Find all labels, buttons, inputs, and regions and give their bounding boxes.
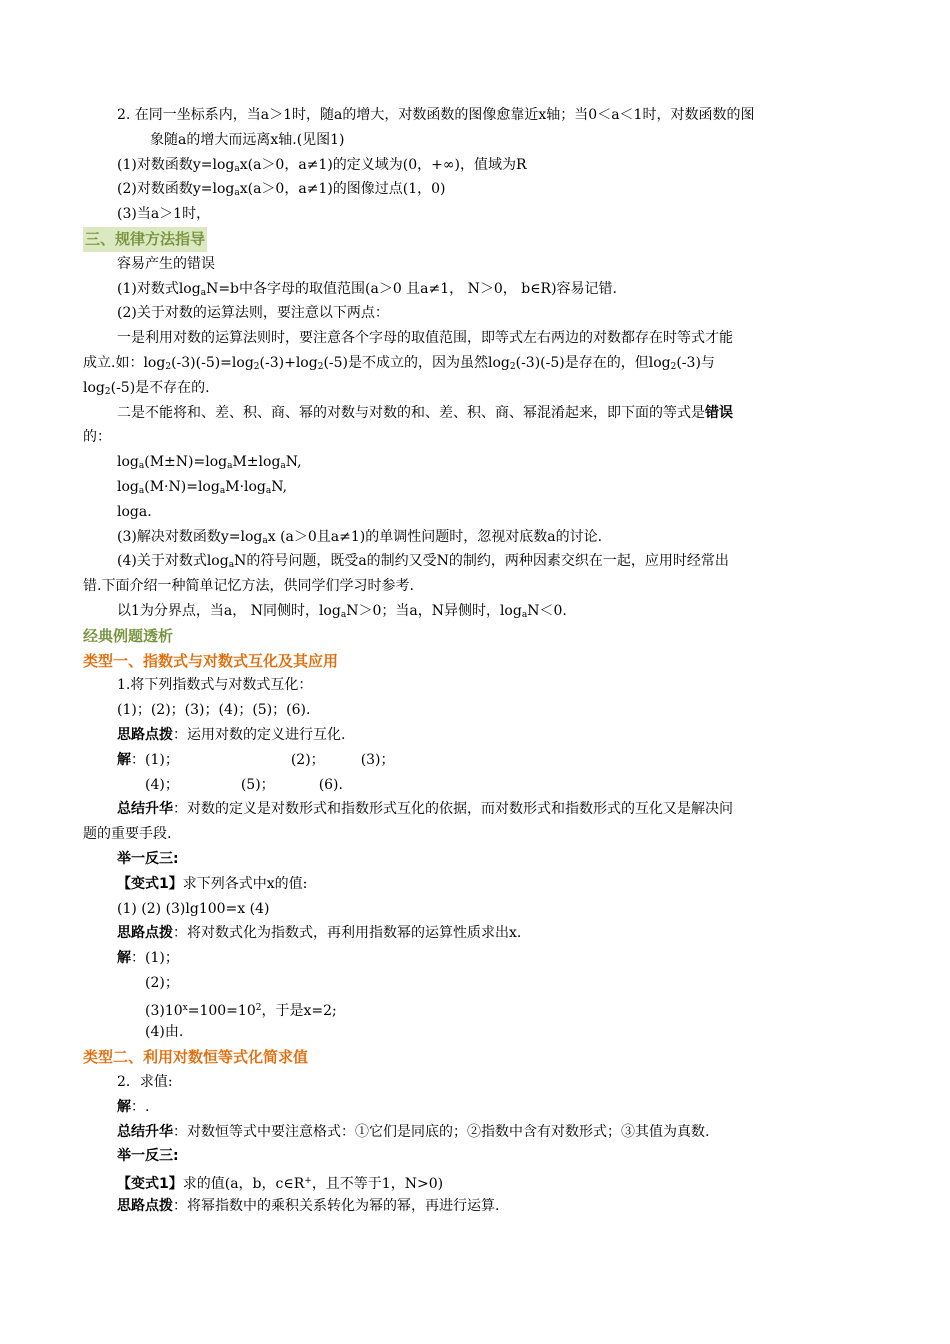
text-span: a [280, 461, 286, 472]
solution [83, 1020, 868, 1045]
text-span: =100=10 [187, 1002, 256, 1019]
text-span: ：. [131, 1098, 150, 1115]
text-span: (-3)+log [259, 354, 318, 371]
hint [83, 723, 868, 748]
text-span: (3)； [360, 751, 395, 768]
text-span: M·log [225, 478, 266, 495]
text-span: 象随a的增大而远离x轴.(见图1) [150, 131, 345, 148]
text-span: (2)关于对数的运算法则，要注意以下两点： [117, 305, 389, 322]
text-span: 2. 在同一坐标系内，当a＞1时，随a的增大，对数函数的图像愈靠近x轴；当0＜a＜1时，对数函数的图 [117, 107, 755, 123]
text-span: 2 [165, 361, 172, 372]
text-span: 2 [253, 361, 260, 372]
section-heading-examples [83, 624, 868, 649]
solution [83, 748, 868, 773]
text-span: 2 [104, 386, 111, 397]
text-span: N, [271, 478, 288, 495]
text-span: ：将对数式化为指数式，再利用指数幂的运算性质求出x. [173, 925, 522, 942]
text-span: (M±N)=log [144, 454, 228, 471]
text-span: 【变式1】 [117, 1176, 183, 1193]
text-span: (-5)是不存在的. [110, 379, 210, 396]
text-span: 二是不能将和、差、积、商、幂的对数与对数的和、差、积、商、幂混淆起来，即下面的等式是 [117, 404, 705, 421]
section-heading-type1 [83, 649, 868, 674]
text-span: (4)由. [145, 1024, 184, 1041]
text-span: (2)对数函数y=log [117, 181, 235, 198]
formula-line [83, 475, 868, 500]
text-span: (4)关于对数式log [117, 553, 229, 570]
text-span: a [234, 163, 240, 174]
text-span: M±log [232, 454, 281, 471]
text-span: a [219, 485, 226, 496]
paragraph [83, 574, 868, 599]
text-span: + [304, 1176, 312, 1187]
text-span: (-3)与 [676, 354, 715, 371]
text-span: 思路点拨 [117, 726, 173, 743]
text-span: 经典例题透析 [83, 626, 174, 645]
text-span: N=b中各字母的取值范围(a＞0 且a≠1， N＞0， b∈R)容易记错. [206, 280, 618, 297]
text-span: 错误 [705, 404, 733, 421]
text-span: log [83, 379, 105, 396]
text-span: 2．求值: [117, 1074, 173, 1091]
text-span: (1)对数函数y=log [117, 156, 235, 173]
text-span: 求下列各式中x的值: [182, 875, 308, 892]
paragraph [83, 376, 868, 401]
text-span: 以1为分界点，当a， N同侧时，log [117, 602, 341, 619]
solution [83, 946, 868, 971]
text-span: 题的重要手段. [83, 826, 172, 843]
text-span: N＜0. [527, 602, 567, 619]
text-span: a [340, 609, 347, 620]
text-span: (1) (2) (3)lg100=x (4) [117, 900, 270, 917]
paragraph [83, 326, 868, 351]
text-span: a [138, 461, 145, 472]
paragraph [83, 351, 868, 376]
solution [83, 1095, 868, 1120]
formula-line [83, 450, 868, 475]
text-span: 一是利用对数的运算法则时，要注意各个字母的取值范围，即等式左右两边的对数都存在时等式才能 [117, 330, 733, 347]
text-span: 类型二、利用对数恒等式化简求值 [83, 1048, 309, 1067]
text-span: a [262, 535, 268, 546]
text-span: 三、规律方法指导 [83, 227, 207, 252]
text-span: 总结升华 [117, 1123, 173, 1140]
variant [83, 1169, 868, 1194]
text-span: 求的值(a，b，c∈R [182, 1176, 305, 1193]
summary [83, 797, 868, 822]
paragraph [83, 128, 868, 153]
text-span: N的符号问题，既受a的制约又受N的制约，两种因素交织在一起，应用时经常出 [234, 553, 729, 570]
text-span: (M·N)=log [144, 478, 220, 495]
text-span: log [117, 454, 139, 471]
solution [83, 971, 868, 996]
text-span: a [228, 560, 235, 571]
text-span: 2 [509, 361, 516, 372]
practice-heading [83, 847, 868, 872]
section-heading-type2 [83, 1045, 868, 1070]
solution [83, 996, 868, 1021]
text-span: x(a＞0，a≠1)的定义域为(0，+∞)，值域为R [239, 156, 527, 173]
text-span: a [138, 485, 145, 496]
text-span: 成立.如：log [83, 354, 166, 371]
text-span: N, [285, 454, 302, 471]
text-span: N＞0；当a，N异侧时，log [346, 602, 522, 619]
text-span: a [265, 485, 272, 496]
paragraph [83, 425, 868, 450]
text-span: 2 [255, 1002, 262, 1013]
text-span: 的： [83, 429, 111, 446]
paragraph [83, 301, 868, 326]
text-span: (-3)(-5)是存在的，但log [515, 354, 671, 371]
text-span: (3)当a＞1时， [117, 206, 211, 223]
text-span: x(a＞0，a≠1)的图像过点(1，0) [239, 181, 446, 198]
text-span: a [521, 609, 528, 620]
paragraph [83, 599, 868, 624]
text-span: (3)解决对数函数y=log [117, 528, 263, 545]
text-span: ：对数的定义是对数形式和指数形式互化的依据，而对数形式和指数形式的互化又是解决问 [173, 801, 733, 818]
text-span: x [182, 1002, 188, 1013]
document-page [83, 103, 868, 1219]
text-span: a [234, 188, 240, 199]
text-span: ：(1)； [131, 950, 179, 967]
section-heading-rules [83, 227, 868, 252]
variant [83, 872, 868, 897]
paragraph [83, 202, 868, 227]
text-span: 容易产生的错误 [117, 255, 215, 272]
text-span: (1)对数式log [117, 280, 201, 297]
text-span: loga. [117, 503, 152, 520]
text-span: (2)； [145, 974, 179, 991]
text-span: 总结升华 [117, 801, 173, 818]
paragraph [83, 103, 868, 128]
paragraph [83, 252, 868, 277]
formula-line [83, 500, 868, 525]
text-span: ：将幂指数中的乘积关系转化为幂的幂，再进行运算. [173, 1198, 500, 1215]
text-span: 1.将下列指数式与对数式互化： [117, 677, 313, 694]
text-span: 解 [117, 751, 131, 768]
text-span: ，且不等于1，N>0) [311, 1176, 444, 1193]
text-span: 举一反三: [117, 1148, 179, 1165]
text-span: (-5)是不成立的，因为虽然log [323, 354, 510, 371]
question [83, 673, 868, 698]
text-span: 思路点拨 [117, 925, 173, 942]
text-span: a [227, 461, 233, 472]
text-span: 【变式1】 [117, 875, 183, 892]
text-span: (5)； [240, 776, 275, 793]
text-span: (6). [318, 776, 343, 793]
text-span: (3)10 [145, 1002, 183, 1019]
question-items [83, 698, 868, 723]
variant-items [83, 897, 868, 922]
text-span: (-3)(-5)=log [171, 354, 254, 371]
text-span: 思路点拨 [117, 1198, 173, 1215]
text-span: ：对数恒等式中要注意格式：①它们是同底的；②指数中含有对数形式；③其值为真数. [173, 1123, 710, 1140]
text-span: a [200, 287, 207, 298]
paragraph [83, 549, 868, 574]
text-span: 解 [117, 950, 131, 967]
solution [83, 773, 868, 798]
hint [83, 1194, 868, 1219]
paragraph [83, 401, 868, 426]
text-span: 错.下面介绍一种简单记忆方法，供同学们学习时参考. [83, 578, 414, 595]
paragraph [83, 177, 868, 202]
practice-heading [83, 1144, 868, 1169]
hint [83, 921, 868, 946]
text-span: (2)； [290, 751, 325, 768]
text-span: 2 [317, 361, 324, 372]
paragraph [83, 277, 868, 302]
text-span: ：(1)； [131, 751, 179, 768]
text-span: log [117, 478, 139, 495]
text-span: x (a＞0且a≠1)的单调性问题时，忽视对底数a的讨论. [267, 528, 603, 545]
text-span: (1)；(2)；(3)；(4)；(5)；(6). [117, 702, 311, 719]
text-span: ：运用对数的定义进行互化. [173, 726, 346, 743]
text-span: ，于是x=2; [261, 1002, 337, 1019]
text-span: 类型一、指数式与对数式互化及其应用 [83, 651, 339, 670]
text-span: 举一反三: [117, 850, 179, 867]
question [83, 1070, 868, 1095]
summary [83, 1120, 868, 1145]
text-span: 解 [117, 1098, 131, 1115]
text-span: 2 [670, 361, 677, 372]
summary [83, 822, 868, 847]
text-span: (4)； [145, 776, 179, 793]
paragraph [83, 153, 868, 178]
paragraph [83, 525, 868, 550]
